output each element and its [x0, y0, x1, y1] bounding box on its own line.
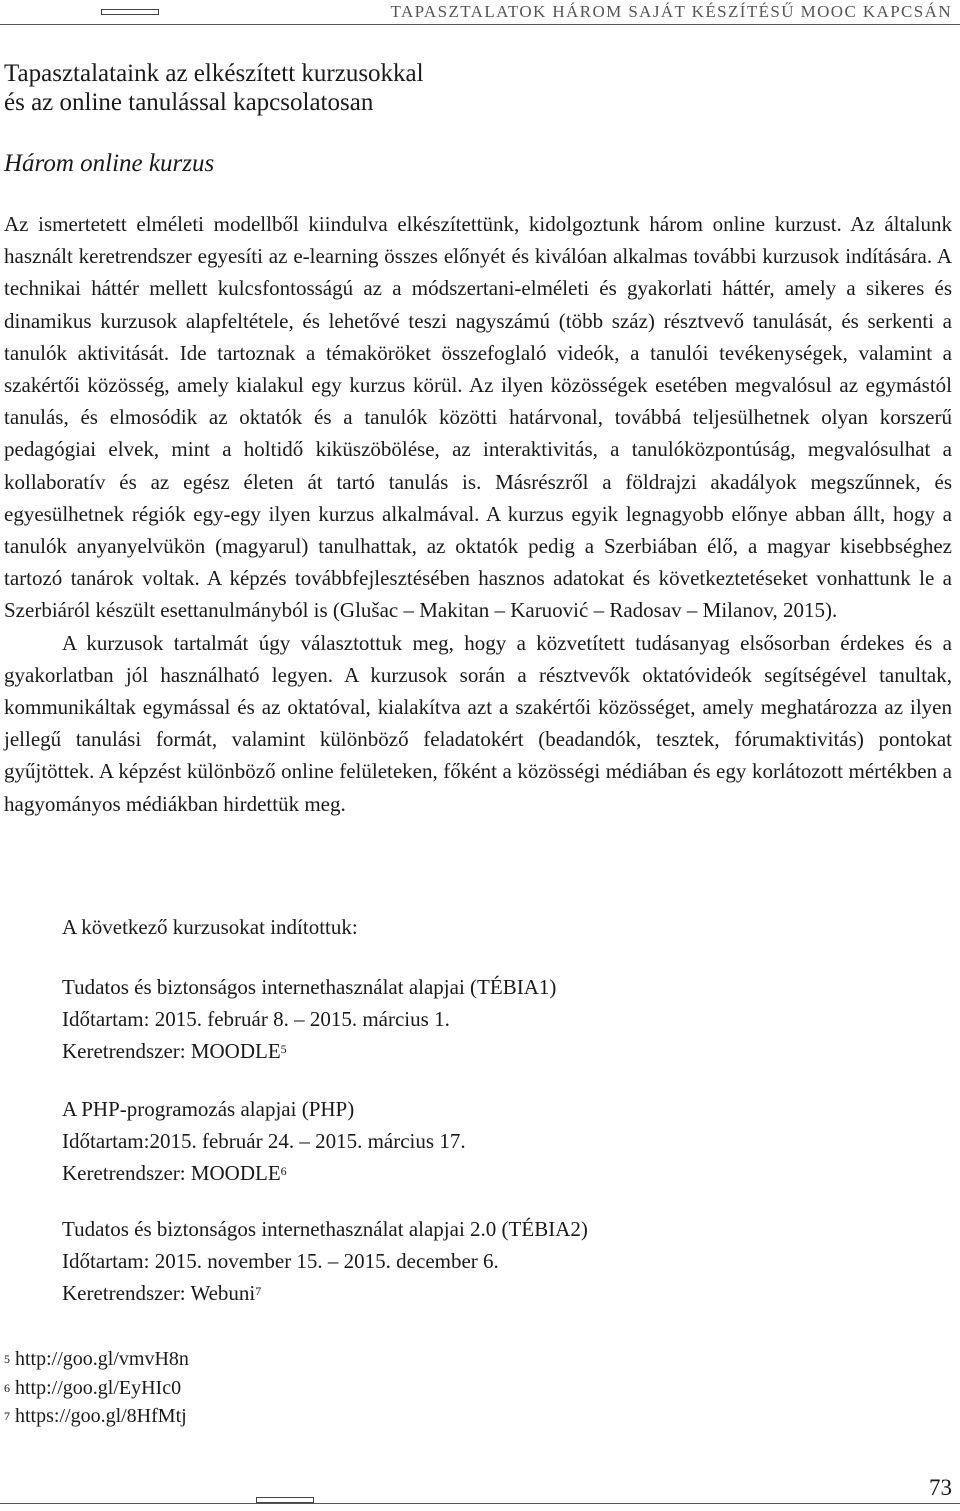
footnote-ref: 7: [255, 1284, 262, 1299]
course-framework: [62, 1035, 556, 1067]
footnote-number: 5: [4, 1352, 10, 1366]
course-duration: Időtartam: 2015. február 8. – 2015. március 1.: [62, 1007, 450, 1032]
footnote: [4, 1402, 189, 1431]
courses-intro: A következő kurzusokat indítottuk:: [62, 915, 358, 939]
paragraph: A kurzusok tartalmát úgy választottuk meg, hogy a közvetített tudásanyag elsősorban érdekes és a gyakorlatban jól használható legyen. A kurzusok során a résztvevők oktatóvideók segítségével tanultak, kommunikáltak egymással és az oktatóval, kialakítva azt a szakértői közösséget, amely meghatározza az ilyen jellegű tanulási formát, valamint különböző feladatokért (beadandók, tesztek, fórumaktivitás) pontokat gyűjtöttek. A képzést különböző online felületeken, főként a közösségi médiában és egy korlátozott mértékben a hagyományos médiákban hirdettük meg.: [4, 630, 952, 816]
course-framework-text: Keretrendszer: MOODLE: [62, 1161, 281, 1186]
course-title: Tudatos és biztonságos internethasználat alapjai (TÉBIA1): [62, 975, 557, 999]
course-title: Tudatos és biztonságos internethasználat alapjai 2.0 (TÉBIA2): [62, 1217, 588, 1241]
footnote: [4, 1345, 189, 1374]
footnotes: [4, 1345, 189, 1431]
header-rule: [0, 24, 960, 25]
course-framework-text: Keretrendszer: MOODLE: [62, 1039, 281, 1064]
footer-rule: [0, 1503, 960, 1504]
paragraph: Az ismertetett elméleti modellből kiindulva elkészítettünk, kidolgoztunk három online kurzust. Az általunk használt keretrendszer egyesíti az e-learning összes előnyét és kiválóan alkalmas további kurzusok indítására. A technikai háttér mellett kulcsfontosságú az a módszertani-elméleti és gyakorlati háttér, amely a sikeres és dinamikus kurzusok alapfeltétele, és lehetővé teszi nagyszámú (több száz) résztvevő tanulását, és serkenti a tanulók aktivitását. Ide tartoznak a témaköröket összefoglaló videók, a tanulói tevékenységek, valamint a szakértői közösség, amely kialakul egy kurzus körül. Az ilyen közösségek esetében megvalósul az egymástól tanulás, és elmosódik az oktatók és a tanulók közötti határvonal, továbbá teljesülhetnek olyan korszerű pedagógiai elvek, mint a holtidő kiküszöbölése, az interaktivitás, a tanulóközpontúság, megvalósulhat a kollaboratív és az egész életen át tartó tanulás is. Másrészről a földrajzi akadályok megszűnnek, és egyesülhetnek régiók egy-egy ilyen kurzus alkalmával. A kurzus egyik legnagyobb előnye abban állt, hogy a tanulók anyanyelvükön (magyarul) tanulhattak, az oktatók pedig a Szerbiában élő, a magyar kisebbséghez tartozó tanárok voltak. A képzés továbbfejlesztésében hasznos adatokat és következtetéseket vonhattunk le a Szerbiáról készült esettanulmányból is (Glušac – Makitan – Karuović – Radosav – Milanov, 2015).: [4, 212, 952, 623]
footnote-ref: 6: [280, 1164, 287, 1179]
course-title: A PHP-programozás alapjai (PHP): [62, 1097, 355, 1121]
course-entry: [62, 1093, 466, 1190]
course-duration: Időtartam:2015. február 24. – 2015. március 17.: [62, 1129, 466, 1154]
body-text: [4, 208, 952, 820]
course-entry: [62, 1213, 588, 1310]
footnote-ref: 5: [280, 1042, 287, 1057]
page-number: 73: [929, 1475, 952, 1500]
section-title-line: és az online tanulással kapcsolatosan: [4, 89, 374, 116]
footnote: [4, 1374, 189, 1403]
footnote-link[interactable]: https://goo.gl/8HfMtj: [15, 1405, 187, 1427]
header-ornament: [101, 9, 159, 15]
section-title-line: Tapasztalataink az elkészített kurzusokkal: [4, 60, 424, 87]
running-head: TAPASZTALATOK HÁROM SAJÁT KÉSZÍTÉSŰ MOOC KAPCSÁN: [390, 2, 952, 21]
footnote-number: 7: [4, 1409, 10, 1423]
footnote-link[interactable]: http://goo.gl/vmvH8n: [15, 1348, 189, 1370]
course-entry: [62, 971, 556, 1068]
footnote-link[interactable]: http://goo.gl/EyHIc0: [15, 1376, 182, 1399]
course-framework-text: Keretrendszer: Webuni: [62, 1281, 256, 1306]
footnote-number: 6: [4, 1380, 10, 1395]
course-duration: Időtartam: 2015. november 15. – 2015. december 6.: [62, 1249, 499, 1274]
course-framework: [62, 1277, 588, 1309]
course-framework: [62, 1157, 466, 1189]
footer-ornament: [256, 1497, 314, 1503]
subsection-title: Három online kurzus: [4, 150, 215, 177]
section-title: [4, 59, 704, 117]
